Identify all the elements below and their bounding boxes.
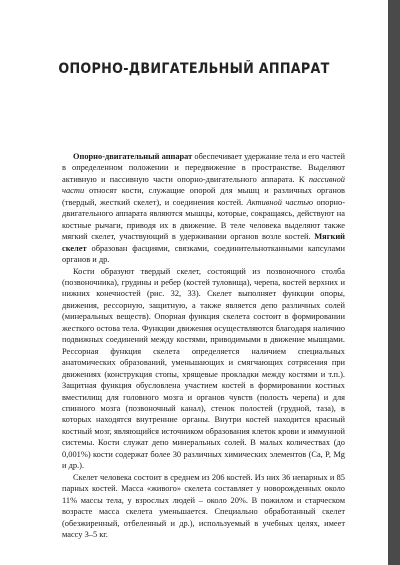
paragraph — [62, 472, 345, 541]
run: обеспечивает удержание тела и его частей в определенном положении и передвижение в пространстве. Выделяют активную и пассивную части опорно-двигательного аппарата. К — [62, 152, 345, 184]
chapter-title: ОПОРНО-ДВИГАТЕЛЬНЫЙ АППАРАТ — [58, 61, 330, 77]
run: Активной частью — [246, 197, 314, 207]
run: Кости образуют твердый скелет, состоящий из позвоночного столба (позвоночника), грудины и ребер (костей туловища), черепа, костей верхних и нижних конечностей (рис. 32, 33). Скелет выполняет функции опоры, движения, рессорную, защитную, а также является депо различных солей (минеральных веществ). Опорная функция скелета состоит в формировании жесткого остова тела. Функции движения осуществляются благодаря наличию подвижных соединений между костями, приводимыми в движение мышцами. Рессорная функция скелета определяется наличием специальных анатомических образований, уменьшающих и смягчающих сотрясения при движениях (конструкция стопы, хрящевые прокладки между костями и т.п.). Защитная функция обусловлена участием костей в формировании костных вместилищ для головного мозга и органов чувств (полость черепа) и для спинного мозга (позвоночный канал), стенок полостей (грудной, таза), в которых находятся внутренние органы. Внутри костей находится красный костный мозг, являющийся источником образования клеток крови и иммунной системы. Кости служат депо минеральных солей. В малых количествах (до 0,001%) кости содержат более 30 различных химических элементов (Ca, P, Mg и др.). — [62, 266, 345, 471]
body-text — [62, 151, 345, 540]
run: Мягкий скелет — [62, 232, 345, 253]
run: Опорно-двигательный аппарат — [73, 152, 193, 161]
paragraph — [62, 151, 345, 266]
run: относят кости, служащие опорой для мышц и различных органов (твердый, жесткий скелет), и соединения костей. — [62, 186, 345, 207]
page-edge-bar — [388, 0, 400, 565]
run: образован фасциями, связками, соединительнотканными капсулами органов и др. — [62, 243, 345, 265]
run: пассивной части — [62, 174, 345, 196]
run: Скелет человека состоит в среднем из 206 костей. Из них 36 непарных и 85 парных костей. Масса «живого» скелета составляет у новорожденных около 11% массы тела, у взрослых людей – около 20%. В пожилом и старческом возрасте масса скелета уменьшается. Специально обработанный скелет (обезжиренный, отбеленный и др.), используемый в учебных целях, имеет массу 3–5 кг. — [62, 472, 345, 539]
paragraph — [62, 266, 345, 472]
run: опорно-двигательного аппарата являются мышцы, которые, сокращаясь, действуют на костные рычаги, приводя их в движение. В теле человека выделяют также мягкий скелет, участвующий в удерживании органов возле костей. — [62, 197, 345, 242]
